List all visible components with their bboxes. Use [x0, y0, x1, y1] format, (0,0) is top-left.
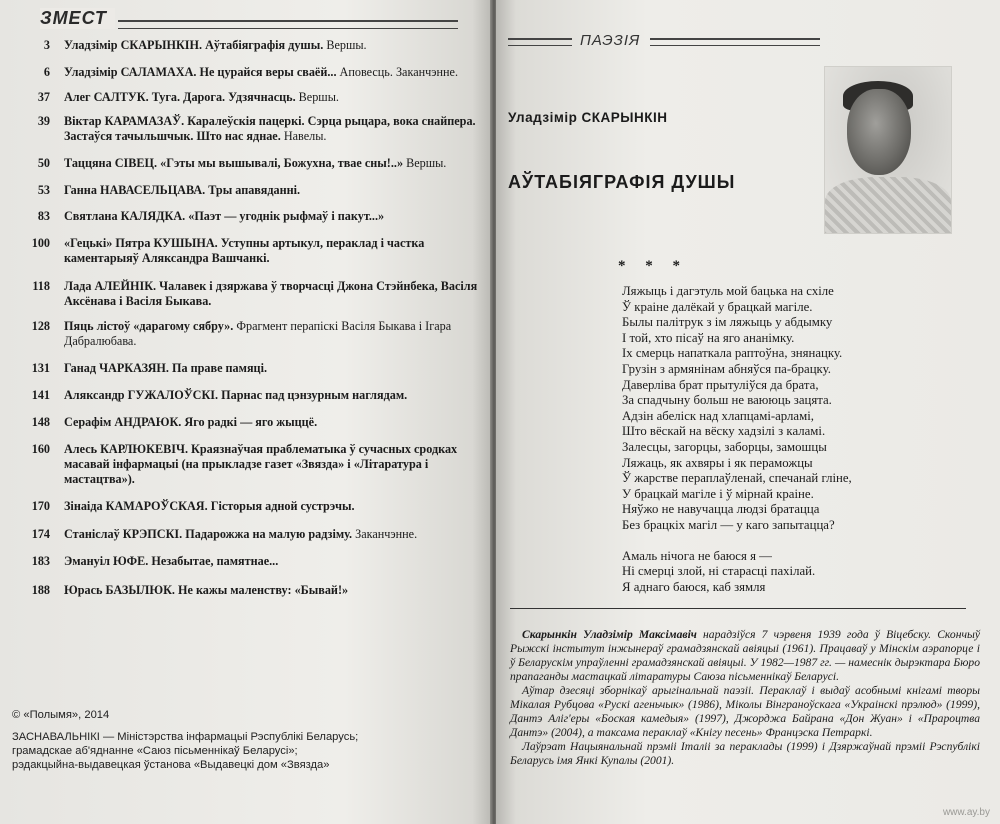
toc-title: Туга. Дарога. Удзячнасць.: [151, 90, 296, 104]
toc-page-number: 100: [31, 236, 50, 250]
toc-author: Пяць лістоў «дарагому сябру».: [64, 319, 234, 333]
toc-title: Не кажы маленству: «Бывай!»: [178, 583, 349, 597]
copyright-line: © «Полымя», 2014: [12, 709, 110, 721]
toc-note: Навелы.: [283, 129, 327, 143]
poem-line: Залесцы, загорцы, заборцы, замошцы: [622, 439, 827, 454]
author-portrait: [824, 66, 952, 234]
author-bio: [510, 628, 980, 768]
bio-divider: [510, 608, 966, 609]
toc-title: Каралеўскія пацеркі. Сэрца рыцара, вока снайпера. Застаўся тачыльшчык. Што нас яднае.: [64, 114, 476, 143]
toc-page-number: 118: [32, 279, 50, 293]
toc-author: Зінаіда КАМАРОЎСКАЯ.: [64, 499, 208, 513]
toc-entry-text: [64, 319, 484, 349]
poem-stanza: [622, 284, 982, 534]
toc-title: Яго радкі — яго жыццё.: [184, 415, 318, 429]
toc-entry-text: [64, 279, 484, 309]
toc-author: Алесь КАРЛЮКЕВІЧ.: [64, 442, 188, 456]
toc-author: Станіслаў КРЭПСКІ.: [64, 527, 183, 541]
toc-page-number: 170: [31, 499, 50, 513]
toc-title: «Паэт — угоднік рыфмаў і пакут...»: [188, 209, 385, 223]
toc-page-number: 6: [43, 65, 50, 79]
poem-line: Без брацкіх магіл — у каго запытацца?: [622, 517, 835, 532]
toc-author: Святлана КАЛЯДКА.: [64, 209, 186, 223]
bio-text: нарадзіўся 7 чэрвеня 1939 года ў Віцебску. Скончыў Рыжскі інстытут інжынераў грамадзянскай авіяцыі (1961). Працаваў у Мінскім аэрапорце і ў Беларускім упраўленні грамадзянскай авіяцыі. У 1982—1987 гг. — намеснік дырэктара Бюро прапаганды мастацкай літаратуры Саюза пісьменнікаў Беларусі.: [510, 628, 980, 683]
toc-entry-text: [64, 183, 484, 198]
poem-author: Уладзімір СКАРЫНКІН: [508, 110, 668, 125]
toc-title: Незабытае, памятнае...: [151, 554, 279, 568]
poem-line: Адзін абеліск над хлапцамі-арламі,: [622, 408, 814, 423]
toc-title: Парнас пад цэнзурным наглядам.: [221, 388, 408, 402]
left-page: [0, 0, 492, 824]
toc-page-number: 131: [31, 361, 50, 375]
toc-note: Вершы.: [298, 90, 339, 104]
poem-line: Што вёскай на вёску хадзілі з каламі.: [622, 424, 826, 439]
toc-title: Тры апавяданні.: [208, 183, 301, 197]
poem-line: Я аднаго баюся, каб зямля: [622, 579, 766, 594]
toc-entry-text: [64, 38, 484, 53]
section-header: [508, 32, 988, 52]
toc-title: Чалавек і дзяржава ў творчасці Джона Стэйнбека, Васіля Аксёнава і Васіля Быкава.: [64, 279, 478, 308]
toc-note: Вершы.: [406, 156, 447, 170]
poem-line: У брацкай магіле і ў мірнай краіне.: [622, 486, 814, 501]
toc-page-number: 148: [31, 415, 50, 429]
toc-title: Краязнаўчая праблематыка ў сучасных сродках масавай інфармацыі (на прыкладзе газет «Звязда» і «Літаратура і мастацтва»).: [64, 442, 458, 486]
bio-paragraph: [510, 628, 980, 684]
poem-line: Грузін з армянінам абняўся па-брацку.: [622, 361, 831, 376]
header-rule: [650, 38, 820, 46]
toc-author: Эмануіл ЮФЕ.: [64, 554, 149, 568]
watermark: www.ay.by: [942, 807, 990, 818]
toc-entry-text: [64, 114, 484, 144]
toc-author: Аляксандр ГУЖАЛОЎСКІ.: [64, 388, 219, 402]
toc-entry-text: [64, 90, 484, 105]
bio-name: Скарынкін Уладзімір Максімавіч: [522, 628, 697, 641]
toc-author: Ганад ЧАРКАЗЯН.: [64, 361, 169, 375]
poem-line: Даверліва брат прытуліўся да брата,: [622, 377, 819, 392]
toc-page-number: 83: [37, 209, 50, 223]
toc-entry-text: [64, 499, 484, 514]
toc-author: Уладзімір СКАРЫНКІН.: [64, 38, 203, 52]
toc-page-number: 53: [37, 183, 50, 197]
toc-page-number: 128: [31, 319, 50, 333]
toc-note: Аповесць. Заканчэнне.: [339, 65, 458, 79]
poem-title: АЎТАБІЯГРАФІЯ ДУШЫ: [508, 172, 736, 192]
asterism: * * *: [618, 258, 688, 274]
poem-line: Ляжыць і дагэтуль мой бацька на схіле: [622, 284, 834, 298]
toc-page-number: 174: [31, 527, 50, 541]
poem-line: І той, хто пісаў на яго ананімку.: [622, 330, 795, 345]
contents-header: [0, 6, 470, 36]
toc-author: Алег САЛТУК.: [64, 90, 149, 104]
toc-author: Уладзімір САЛАМАХА.: [64, 65, 197, 79]
poem-line: Іх смерць напаткала раптоўна, знянацку.: [622, 346, 843, 361]
section-title: ПАЭЗІЯ: [580, 32, 641, 49]
header-rule: [118, 20, 458, 29]
toc-author: Таццяна СІВЕЦ.: [64, 156, 158, 170]
toc-title: Аўтабіяграфія душы.: [205, 38, 324, 52]
toc-note: Фрагмент перапіскі Васіля Быкава і Ігара Дабралюбава.: [64, 319, 452, 348]
toc-page-number: 50: [37, 156, 50, 170]
portrait-shirt: [825, 177, 951, 234]
toc-page-number: 160: [31, 442, 50, 456]
imprint-line: рэдакцыйна-выдавецкая ўстанова «Выдавецкі дом «Звязда»: [12, 759, 330, 771]
toc-entry-text: [64, 209, 484, 224]
toc-entry-text: [64, 361, 484, 376]
poem-body: [622, 284, 982, 610]
poem-line: За спадчыну больш не ваююць зацята.: [622, 393, 832, 408]
toc-note: Вершы.: [326, 38, 367, 52]
toc-title: Гісторыя адной сустрэчы.: [210, 499, 355, 513]
imprint-line: грамадскае аб'яднанне «Саюз пісьменнікаў Беларусі»;: [12, 745, 298, 757]
toc-entry-text: [64, 583, 484, 598]
toc-entry-text: [64, 65, 484, 80]
toc-entry-text: [64, 415, 484, 430]
toc-author: Серафім АНДРАЮК.: [64, 415, 182, 429]
poem-line: Няўжо не навучацца людзі братацца: [622, 502, 820, 517]
poem-stanza: [622, 549, 982, 596]
contents-title: ЗМЕСТ: [40, 8, 115, 29]
toc-title: Уступны артыкул, пераклад і частка каментарыяў Аляксандра Вашчанкі.: [64, 236, 425, 265]
toc-page-number: 141: [31, 388, 50, 402]
bio-paragraph: Лаўрэат Нацыянальнай прэміі Італіі за пераклады (1999) і Дзяржаўнай прэміі Рэспублікі Беларусь імя Янкі Купалы (2001).: [510, 740, 980, 767]
poem-line: Ні смерці злой, ні старасці пахілай.: [622, 564, 816, 579]
toc-entry-text: [64, 156, 484, 171]
toc-author: «Гецькі» Пятра КУШЫНА.: [64, 236, 218, 250]
toc-author: Ганна НАВАСЕЛЬЦАВА.: [64, 183, 206, 197]
poem-line: Ў жарстве пераплаўленай, спечанай гліне,: [622, 471, 852, 486]
toc-author: Юрась БАЗЫЛЮК.: [64, 583, 175, 597]
toc-page-number: 3: [43, 38, 50, 52]
toc-title: Па праве памяці.: [171, 361, 268, 375]
toc-page-number: 188: [31, 583, 50, 597]
toc-page-number: 183: [31, 554, 50, 568]
right-page: [496, 0, 1000, 824]
toc-title: Не цурайся веры сваёй...: [199, 65, 337, 79]
toc-title: Падарожжа на малую радзіму.: [185, 527, 353, 541]
toc-title: «Гэты мы вышывалі, Божухна, твае сны!..»: [160, 156, 404, 170]
portrait-face: [847, 89, 911, 175]
toc-entry-text: [64, 236, 484, 266]
toc-entry-text: [64, 554, 484, 569]
toc-entry-text: [64, 527, 484, 542]
toc-page-number: 39: [37, 114, 50, 128]
imprint-line: ЗАСНАВАЛЬНІКІ — Міністэрства інфармацыі Рэспублікі Беларусь;: [12, 731, 359, 743]
poem-line: Ляжаць, як ахвяры і як пераможцы: [622, 455, 813, 470]
bio-paragraph: Аўтар дзесяці зборнікаў арыгінальнай паэзіі. Пераклаў і выдаў асобнымі кнігамі творы Мікалая Рубцова «Рускі агеньчык» (1986), Міколы Вінграноўскага «Украінскі прэлюд» (1999), Дантэ Аліг'еры «Боская камедыя» (1997), Джорджа Байрана «Дон Жуан» і «Прароцтва Дантэ» (2004), а таксама пераклаў «Кнігу песень» Францэска Петраркі.: [510, 684, 980, 739]
toc-note: Заканчэнне.: [355, 527, 418, 541]
poem-line: Амаль нічога не баюся я —: [622, 548, 772, 563]
toc-entry-text: [64, 388, 484, 403]
toc-page-number: 37: [37, 90, 50, 104]
poem-line: Былы палітрук з ім ляжыць у абдымку: [622, 315, 833, 330]
imprint: [12, 708, 482, 772]
poem-line: Ў краіне далёкай у брацкай магіле.: [622, 299, 813, 314]
header-rule: [508, 38, 572, 46]
toc-author: Лада АЛЕЙНІК.: [64, 279, 157, 293]
toc-entry-text: [64, 442, 484, 487]
toc-author: Віктар КАРАМАЗАЎ.: [64, 114, 185, 128]
